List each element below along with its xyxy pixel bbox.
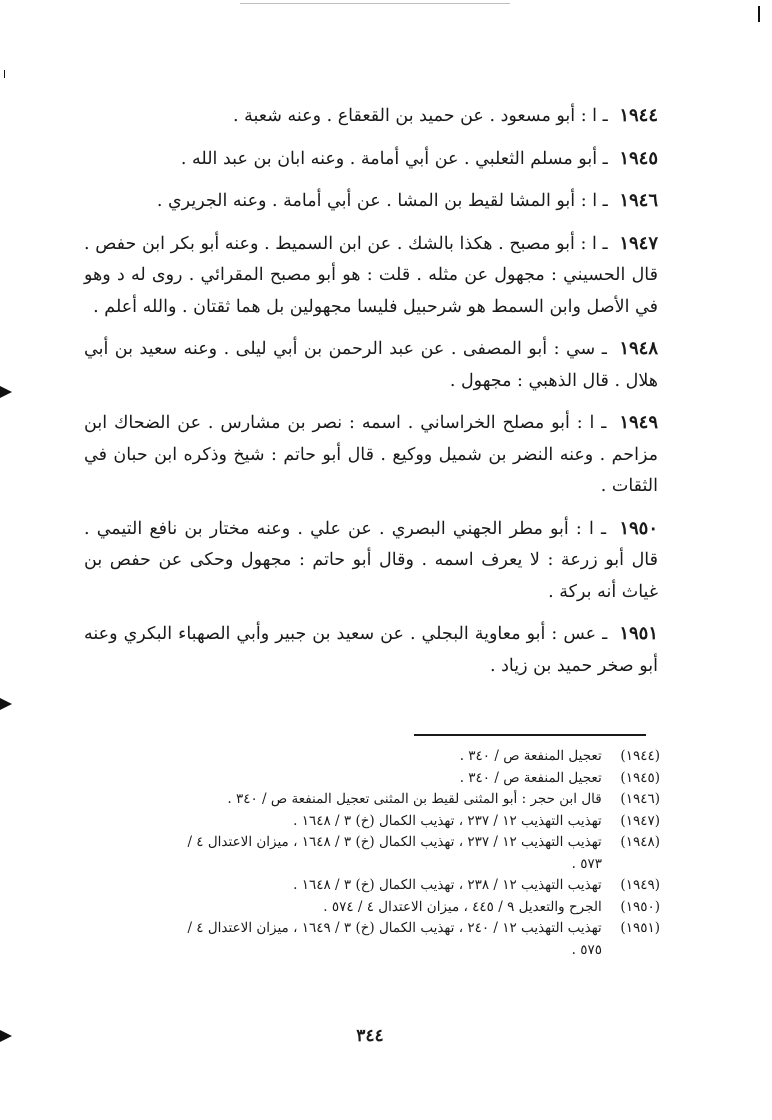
entry-1951	[84, 618, 658, 682]
scan-mark-left	[4, 70, 5, 78]
footnote-number: (١٩٤٦)	[620, 791, 660, 807]
footnotes	[86, 746, 660, 961]
entry-number: ١٩٤٤	[619, 105, 658, 126]
scan-mark-right	[758, 6, 760, 22]
entries-body	[84, 100, 658, 692]
entry-number: ١٩٤٨	[619, 338, 658, 359]
footnote-continuation: ٥٧٣ .	[571, 855, 602, 872]
entry-1949	[84, 407, 658, 503]
entry-text: ـ ا : أبو مطر الجهني البصري . عن علي . وعنه مختار بن نافع التيمي . قال أبو زرعة : لا يعرف اسمه . وقال أبو حاتم : مجهول وحكى عن حفص بن غياث أنه بركة .	[84, 518, 658, 602]
entry-number: ١٩٥٠	[619, 517, 658, 539]
footnote-text: تعجيل المنفعة ص / ٣٤٠ .	[459, 748, 602, 764]
page-number: ٣٤٤	[356, 1026, 384, 1046]
entry-number: ١٩٤٥	[619, 147, 658, 169]
entry-1944	[84, 100, 658, 133]
entry-1945	[84, 143, 658, 176]
footnote-text: تهذيب التهذيب ١٢ / ٢٣٧ ، تهذيب الكمال (خ) ٣ / ١٦٤٨ .	[293, 812, 602, 829]
footnote-1949	[86, 875, 660, 897]
entry-number: ١٩٤٦	[619, 190, 658, 211]
entry-text: ـ ا : أبو مصلح الخراساني . اسمه : نصر بن مشارس . عن الضحاك ابن مزاحم . وعنه النضر بن شميل ووكيع . قال أبو حاتم : شيخ وذكره ابن حبان في الثقات .	[84, 413, 658, 496]
footnote-1948	[86, 832, 660, 875]
entry-number: ١٩٤٧	[619, 232, 658, 254]
entry-text: ـ عس : أبو معاوية البجلي . عن سعيد بن جبير وأبي الصهباء البكري وعنه أبو صخر حميد بن زياد .	[84, 624, 658, 676]
footnote-number: (١٩٤٧)	[620, 812, 660, 829]
footnote-text: الجرح والتعديل ٩ / ٤٤٥ ، ميزان الاعتدال ٤ / ٥٧٤ .	[323, 898, 602, 915]
footnote-number: (١٩٤٤)	[620, 748, 660, 764]
entry-text: ـ سي : أبو المصفى . عن عبد الرحمن بن أبي ليلى . وعنه سعيد بن أبي هلال . قال الذهبي : مجهول .	[84, 339, 658, 391]
footnote-1951	[86, 918, 660, 961]
entry-1948	[84, 333, 658, 397]
footnote-1950	[86, 897, 660, 919]
footnote-number: (١٩٥١)	[620, 920, 660, 936]
footnote-continuation: ٥٧٥ .	[571, 941, 602, 958]
entry-1946	[84, 185, 658, 218]
footnote-text: قال ابن حجر : أبو المثنى لقيط بن المثنى تعجيل المنفعة ص / ٣٤٠ .	[227, 791, 602, 807]
entry-number: ١٩٥١	[619, 623, 658, 644]
footnote-number: (١٩٤٩)	[620, 877, 660, 893]
top-edge-line	[240, 3, 510, 4]
footnote-1946	[86, 789, 660, 811]
entry-text: ـ ا : أبو مسعود . عن حميد بن القعقاع . وعنه شعبة .	[233, 106, 608, 126]
footnote-number: (١٩٥٠)	[620, 898, 660, 915]
footnote-number: (١٩٤٥)	[620, 769, 660, 786]
footnote-text: تعجيل المنفعة ص / ٣٤٠ .	[459, 769, 602, 786]
entry-1950	[84, 513, 658, 609]
scan-arrow-icon	[0, 698, 12, 710]
footnote-1947	[86, 811, 660, 833]
footnote-text: تهذيب التهذيب ١٢ / ٢٣٨ ، تهذيب الكمال (خ) ٣ / ١٦٤٨ .	[293, 877, 602, 893]
footnote-text: تهذيب التهذيب ١٢ / ٢٣٧ ، تهذيب الكمال (خ) ٣ / ١٦٤٨ ، ميزان الاعتدال ٤ /	[187, 834, 602, 850]
footnote-separator	[414, 734, 646, 736]
footnote-text: تهذيب التهذيب ١٢ / ٢٤٠ ، تهذيب الكمال (خ) ٣ / ١٦٤٩ ، ميزان الاعتدال ٤ /	[187, 920, 602, 936]
entry-1947	[84, 228, 658, 324]
entry-text: ـ ا : أبو مصبح . هكذا بالشك . عن ابن السميط . وعنه أبو بكر ابن حفص . قال الحسيني : مجهول عن مثله . قلت : هو أبو مصبح المقرائي . روى له د وهو في الأصل وابن السمط هو شرحبيل فليسا مجهولين بل هما ثقتان . والله أعلم .	[84, 233, 658, 317]
scan-arrow-icon	[0, 1030, 12, 1042]
entry-text: ـ ا : أبو المشا لقيط بن المشا . عن أبي أمامة . وعنه الجريري .	[156, 191, 608, 211]
entry-text: ـ أبو مسلم الثعلبي . عن أبي أمامة . وعنه ابان بن عبد الله .	[180, 148, 608, 169]
footnote-1944	[86, 746, 660, 768]
footnote-number: (١٩٤٨)	[620, 834, 660, 850]
footnote-1945	[86, 768, 660, 790]
entry-number: ١٩٤٩	[619, 412, 658, 433]
scan-arrow-icon	[0, 386, 12, 398]
